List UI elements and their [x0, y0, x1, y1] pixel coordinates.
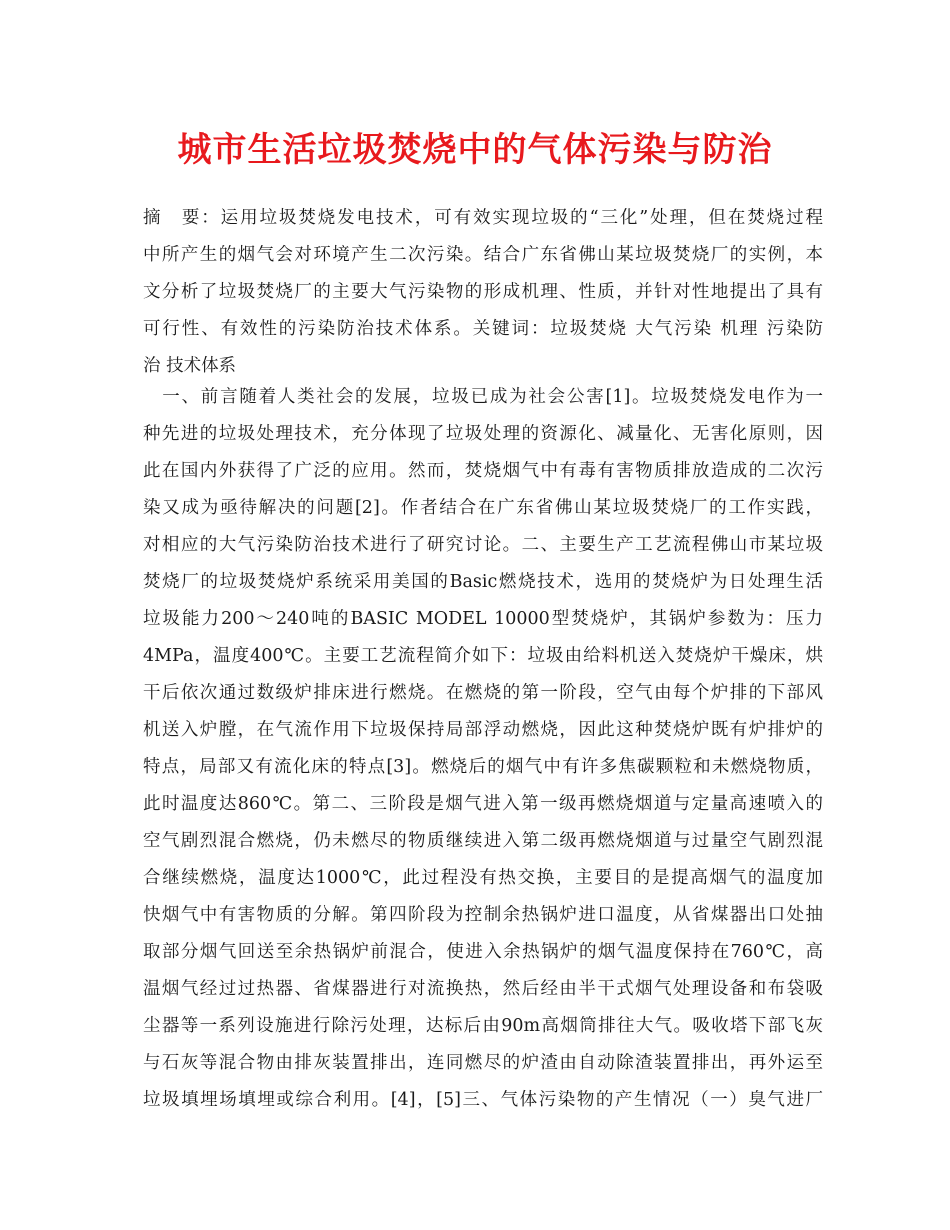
- text-line: 取部分烟气回送至余热锅炉前混合，使进入余热锅炉的烟气温度保持在760℃，高: [143, 942, 823, 962]
- text-line: 与石灰等混合物由排灰装置排出，连同燃尽的炉渣由自动除渣装置排出，再外运至: [143, 1053, 823, 1073]
- text-line: 焚烧厂的垃圾焚烧炉系统采用美国的Basic燃烧技术，选用的焚烧炉为日处理生活: [143, 572, 823, 592]
- text-line: 垃圾填埋场填埋或综合利用。[4]，[5]三、气体污染物的产生情况（一）臭气进厂: [143, 1090, 823, 1110]
- text-line: 特点，局部又有流化床的特点[3]。燃烧后的烟气中有许多焦碳颗粒和未燃烧物质，: [143, 757, 823, 777]
- text-line: 4MPa，温度400℃。主要工艺流程简介如下：垃圾由给料机送入焚烧炉干燥床，烘: [143, 646, 823, 666]
- document-title: 城市生活垃圾焚烧中的气体污染与防治: [177, 130, 773, 170]
- text-line: 垃圾能力200～240吨的BASIC MODEL 10000型焚烧炉，其锅炉参数为：压力: [143, 609, 823, 629]
- text-line: 温烟气经过过热器、省煤器进行对流换热，然后经由半干式烟气处理设备和布袋吸: [143, 979, 823, 999]
- text-line: 机送入炉膛，在气流作用下垃圾保持局部浮动燃烧，因此这种焚烧炉既有炉排炉的: [143, 720, 823, 740]
- text-line: 空气剧烈混合燃烧，仍未燃尽的物质继续进入第二级再燃烧烟道与过量空气剧烈混: [143, 831, 823, 851]
- text-line: 治 技术体系: [143, 356, 237, 376]
- text-line: 此在国内外获得了广泛的应用。然而，焚烧烟气中有毒有害物质排放造成的二次污: [143, 461, 823, 481]
- text-line: 尘器等一系列设施进行除污处理，达标后由90m高烟筒排往大气。吸收塔下部飞灰: [143, 1016, 823, 1036]
- text-line: 一、前言随着人类社会的发展，垃圾已成为社会公害[1]。垃圾焚烧发电作为一: [143, 387, 823, 407]
- text-line: 对相应的大气污染防治技术进行了研究讨论。二、主要生产工艺流程佛山市某垃圾: [143, 535, 823, 555]
- text-line: 摘 要：运用垃圾焚烧发电技术，可有效实现垃圾的“三化”处理，但在焚烧过程: [143, 208, 823, 228]
- text-line: 文分析了垃圾焚烧厂的主要大气污染物的形成机理、性质，并针对性地提出了具有: [143, 282, 823, 302]
- text-line: 可行性、有效性的污染防治技术体系。关键词：垃圾焚烧 大气污染 机理 污染防: [143, 319, 823, 339]
- text-line: 种先进的垃圾处理技术，充分体现了垃圾处理的资源化、减量化、无害化原则，因: [143, 424, 823, 444]
- text-line: 中所产生的烟气会对环境产生二次污染。结合广东省佛山某垃圾焚烧厂的实例，本: [143, 245, 823, 265]
- text-line: 合继续燃烧，温度达1000℃，此过程没有热交换，主要目的是提高烟气的温度加: [143, 868, 823, 888]
- text-line: 染又成为亟待解决的问题[2]。作者结合在广东省佛山某垃圾焚烧厂的工作实践，: [143, 498, 823, 518]
- text-line: 此时温度达860℃。第二、三阶段是烟气进入第一级再燃烧烟道与定量高速喷入的: [143, 794, 823, 814]
- text-line: 快烟气中有害物质的分解。第四阶段为控制余热锅炉进口温度，从省煤器出口处抽: [143, 905, 823, 925]
- text-line: 干后依次通过数级炉排床进行燃烧。在燃烧的第一阶段，空气由每个炉排的下部风: [143, 683, 823, 703]
